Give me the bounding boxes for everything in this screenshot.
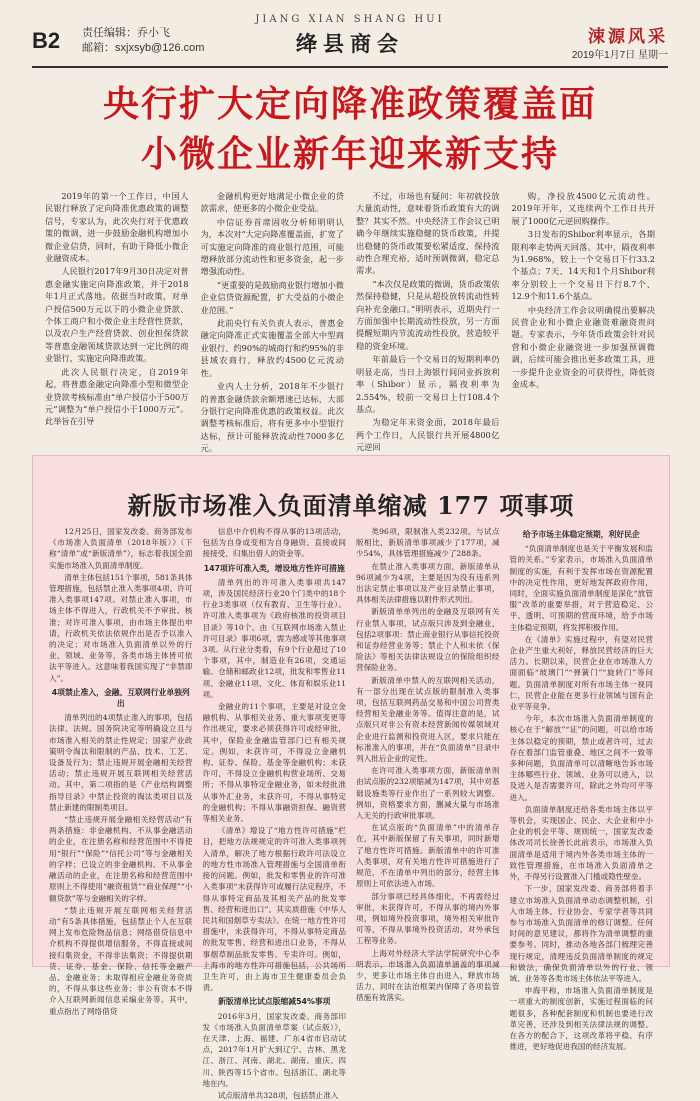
paragraph: 为稳定年末资金面，2018年最后两个工作日，人民银行共开展4800亿元逆回 [356,417,500,453]
paragraph: 试点版清单共328项，包括禁止准入 [217,1090,339,1100]
paragraph: 购，净投放4500亿元流动性。2019年开年，又连续两个工作日共开展了1000亿元逆回购操作。 [511,191,655,226]
paragraph: “更重要的是鼓励商业银行增加小微企业信贷资源配置，扩大受益的小微企业范围。” [200,279,344,315]
paragraph: “禁止违规开展金融相关经营活动”有两条措施：非金融机构、不从事金融活动的企业，在注册名称和经营范围中不得使用“银行”“保险”“信托公司”等与金融相关的字样；已设立的非金融机构、不从事金融活动的企业，在注册名称和经营范围中原则上不得使用“融资租赁”“商业保理”“小额贷款”等与金融相关的字样。 [49,815,193,903]
editor-email: 邮箱：sxjxsyb@126.com [82,42,205,54]
page-number: B2 [32,28,61,53]
paragraph: “禁止违规开展互联网相关经营活动”有5条具体措施，包括禁止个人在互联网上发布危险物品信息；网络借贷信息中介机构不得提供增信服务，不得直接或间接归集资金，不得非法集资；不得提供期货、证券、基金、保险、信托等金融产品、金融业务；未取得相应金融业务资质的，不得从事这些业务；非公有资本不得介入互联网新闻信息采编业务等。其中，重点指出了网络借贷 [49,905,193,1016]
paragraph: 今年，本次市场准入负面清单制度的核心在于“解放”“证”的问题，可以给市场主体以稳定的预期，禁止或者许可，过去存在着部门监管重叠、地区之间不一致等多种问题，负面清单可以清晰地告诉市场主体哪些行业、领域、业务可以进入，以及进入是否需要许可，除此之外均可平等进入。 [509,714,653,802]
story2-col4 [509,526,654,1052]
story1-headline [32,80,668,180]
paragraph: 人民银行2017年9月30日决定对普惠金融实施定向降准政策，并于2018年1月正式落地。依据当时政策，对单户授信500万元以下的小微企业贷款、个体工商户和小微企业主经营性贷款，以及农户生产经营贷款、创业担保贷款等普惠金融领域贷款达到一定比例的商业银行，实施定向降准政策。 [45,266,189,364]
paragraph: 《清单》增设了“地方性许可措施”栏目，把地方法规规定的许可准入类事项列入清单，解决了地方根据行政许可法设立的地方性市场准入管理措施与全国清单衔接的问题。例如，批发和零售业的许可准入类事项“未获得许可或履行法定程序，不得从事特定商品及其相关产品的批发零售、经营和进出口”。其实质措施《中华人民共和国烟草专卖法》。在统一地方性许可措施中，未获得许可，不得从事特定商品的批发零售、经营和进出口业务，不得从事烟草制品批发零售、专卖许可。例如，上海市的地方性许可措施包括，公共场所卫生许可，由上海市卫生健康委员会负责。 [202,826,346,993]
story2-col1 [49,526,193,1016]
story1-body [45,190,655,454]
editor-name: 责任编辑：乔小飞 [82,27,170,39]
paragraph: 部分事项已经具体细化，不再需经过审批，未获得许可，不得从事的境内外事项，例如境外投资事项，境外相关审批许可等，不得从事境外投资活动、对外承包工程等业务。 [356,891,500,946]
story1-col2 [200,190,345,454]
paragraph: 此次人民银行决定，自2019年起，将普惠金融定向降准小型和微型企业贷款考核标准由“单户授信小于500万元”调整为“单户授信小于1000万元”。此举旨在引导 [45,366,189,427]
paragraph: 下一步，国家发改委、商务部将着手建立市场准入负面清单动态调整机制，引入市场主体、行业协会、专家学者等共同参与市场准入负面清单的修订调整。任何时间的意见建议，都将作为清单调整的重要参考。同时，推动各地各部门梳理完善现行规定，清理违反负面清单制度的规定和做法，确保负面清单以外的行业、领域、业务等各类市场主体依法平等进入。 [509,884,653,983]
paragraph: 业内人士分析，2018年不少银行的普惠金融贷款余额增速已达标，大部分银行定向降准优惠的政策权益。此次调整考核标准后，将有更多中小型银行达标，预计可能释放流动性7000多亿元。 [200,381,344,454]
paragraph: 12月25日，国家发改委、商务部发布《市场准入负面清单（2018年版）》（下称“清单”或“新版清单”），标志着我国全面实施市场准入负面清单制度。 [49,527,193,570]
paragraph: 此前央行有关负责人表示，普惠金融定向降准正式实施覆盖全部大中型商业银行、约90%的城商行和约95%的非县域农商行，释放约4500亿元流动性。 [200,318,344,378]
story1-col3 [356,190,500,453]
paragraph: 2016年3月，国家发改委、商务部印发《市场准入负面清单草案（试点版）》，在天津、上海、福建、广东4省市启动试点，2017年1月扩大到辽宁、吉林、黑龙江、浙江、河南、湖北、湖南、重庆、四川、陕西等15个省市。包括浙江、湖北等地在内。 [202,1011,346,1088]
paragraph: 不过，市场也有疑问：年初就投放大量流动性，意味着货币政策有大的调整？其实不然。中央经济工作会议已明确今年继续实施稳健的货币政策，并提出稳健的货币政策要松紧适度，保持流动性合理充裕，适时预调微调，稳定总需求。 [356,191,500,276]
paragraph: 申海平称，市场准入负面清单制度是一项重大的制度创新，实施过程面临的问题很多，各种配套制度和机制也要进行改革完善，还涉及到相关法律法规的调整。在各方的配合下，这项改革将平稳、有序推进，更好地促进我国的经济发展。 [509,986,653,1052]
page-header [0,0,700,72]
story2-col2 [202,526,347,1100]
paragraph: 在试点版的“负面清单”中的清单存在，其中新版保留了有关事项，同时新增了地方性许可措施。新版清单中的许可准入类事项，对有关地方性许可措施进行了规范，不在清单中列出的部分，经营主体原则上可依法进入市场。 [356,823,500,889]
paragraph: “负面清单制度也是关于平衡发展和监管的关系。”专家表示，市场准入负面清单制度的实施，有利于发挥市场在资源配置中的决定性作用，更好地发挥政府作用，同时，全面实施负面清单制度是深化“放管服”改革的重要举措，对于营造稳定、公平、透明、可预期的营商环境，给予市场主体稳定预期，将发挥积极作用。 [509,544,653,632]
headline-line2: 小微企业新年迎来新支持 [140,134,559,175]
section-title: 绛县商会 [296,31,404,56]
paragraph: 在许可准入类事项方面，新版清单则由试点版的232项缩减为147项，其中对基础设施类等行业作出了一系列较大调整。例如，资格要求方面，删减大量与市场准入无关的行政审批事项。 [356,766,500,821]
subheading: 147项许可准入类，增设地方性许可措施 [203,563,345,573]
paragraph: 金融机构更好地满足小微企业的贷款需求，使更多的小微企业受益。 [200,191,344,214]
paragraph: 中央经济工作会议明确提出要解决民营企业和小微企业融资难融资贵问题。专家表示，今年货币政策会针对民营和小微企业融资进一步加强预调微调，后续可能会推出更多政策工具，进一步提升企业资金的可获得性，降低资金成本。 [511,304,655,390]
subheading: 新版清单比试点版缩减54%事项 [218,997,331,1007]
paragraph: 在禁止准入类事项方面，新版清单从96项减少为4项，主要是因为没有违系列出法定禁止事项以及产业目录禁止事项，具体相关法律措施以附件形式列出。 [356,561,500,605]
paragraph: 类96项，限制准入类232项。与试点版相比，新版清单事项减少了177项，减少54%，具体管理措施减少了288条。 [356,527,500,559]
paragraph: “本次仅是政策的微调，货币政策依然保持稳健，只是从超投放转流动性转向补充金融口。”明明表示，近期央行一方面加强中长期流动性投放，另一方面提醒短期内节流流动性投放，营造较平稳的资金环境。 [356,278,500,351]
paragraph: 清单列出的许可准入类事项共147项，涉及国民经济行业20个门类中的18个行业3类事项（仅有教育、卫生等行业）。许可准入类事项为《政府核准的投资项目目录》等10个。由《互联网市场准入禁止许可目录》事项6项，需为感或等其他事项3项。从行业分类看，有9个行业超过了10个事项，其中，制造业有26项，交通运输、仓储和邮政业12项，批发和零售业11项、金融业11项、文化、体育和娱乐业11项。 [202,577,346,699]
story1-col1 [45,190,189,445]
paragraph: 中信证券首席固收分析师明明认为，本次对“大定向降准覆盖面，扩宽了可实施定向降准的商业银行范围，可能增释放部分流动性和更多资金，起一步增强流动性。 [200,216,344,277]
paragraph: 2019年的第一个工作日，中国人民银行释放了定向降准优惠政策的调整信号，专家认为，此次央行对于优惠政策的微调，进一步鼓励金融机构增加小微企业信贷，同时，有助于降低小微企业融资成本。 [45,191,189,264]
story2-body [49,526,653,1100]
section-pinyin: JIANG XIAN SHANG HUI [255,14,445,25]
paragraph: 新版清单中禁入的互联网相关活动，有一部分出现在试点版的限制准入类事项，包括互联网药品交易和中国公司营类经营相关金融业务等。值得注意的是，试点版只对非公有资本经营新闻传媒领域对企业进行监测和投资进入区，要求只能在标准准入的事项，并在“负面清单”目录中列入批后企业的定性。 [356,675,500,764]
paragraph: 在《清单》实施过程中，有望对民营企业产生重大利好，释放民营经济的巨大活力。长期以来，民营企业在市场准入方面面临“玻璃门”“弹簧门”“旋转门”等问题。负面清单制度对所有市场主体一视同仁，民营企业能在更多行业领域与国有企业平等竞争。 [509,634,653,712]
paragraph: 金融业的11个事项，主要是对设立金融机构、从事相关业务、重大事项变更等作出规定，要求必须获得许可或经审批，其中，保险业金融监管部门已有相关规定。例如，未获许可，不得设立金融机构、证券、保险、基金等金融机构；未获许可，不得设立金融机构营业场所、交易所；不得从事特定金融业务，如未经批准从事外汇业务，未获许可，不得从事特定的金融机构；不得从事融资担保、融资营等相关业务。 [202,702,346,824]
issue-date: 2019年1月7日 星期一 [571,50,668,61]
paragraph: 3日发布的Shibor利率显示，各期限利率走势两天回落。其中，隔夜利率为1.968%，较上一个交易日下行33.2个基点；7天、14天和1个月Shibor利率分别较上一个交易日下行8.7个、12.9个和11.6个基点。 [511,229,655,302]
paragraph: 新版清单单列出的金融及互联网有关行业禁入事项，试点版只涉及到金融业，包括2项事项：禁止商业银行从事信托投资和证券经营业务等；禁止个人和未依《保险法》等相关法律法规设立的保险组织经营保险业务。 [356,607,500,673]
paragraph: 负面清单制度还给各类市场主体以平等机会，实现国企、民企、大企业和中小企业的机会平等、规则统一，国家发改委体改司司长徐善长此前表示，市场准入负面清单是适用于境内外各类市场主体的一致性管理措施，在市场准入负面清单之外，不得另行设置准入门槛或隐性壁垒。 [509,804,653,882]
header-rule [32,66,668,68]
paragraph: 清单列出的4项禁止准入的事项，包括法律、法规、国务院决定等明确设立且与市场准入相关的禁止性规定；国家产业政策明令淘汰和限制的产品、技术、工艺、设备及行为；禁止违规开展金融相关经营活动；禁止违规开展互联网相关经营活动。其中，第二项指的是《产业结构调整指导目录》中禁止投资的淘汰类项目以及禁止新建的限制类项目。 [49,713,193,812]
story1-col4 [512,190,656,445]
story2-box [32,455,670,1100]
story2-headline: 新版市场准入负面清单缩减 177 项事项 [127,491,575,520]
headline-line1: 央行扩大定向降准政策覆盖面 [102,84,597,125]
subheading: 给予市场主体稳定预期，利好民企 [522,530,640,539]
paragraph: 信息中介机构不得从事的13项活动，包括为自身或变相为自身融资、直接或间接接受、归集出借人的资金等。 [202,527,346,559]
paragraph: 年前最后一个交易日的短期利率仍明显走高，当日上海银行间同业拆放利率（Shibor）显示，隔夜利率为2.554%，较前一交易日上行108.4个基点。 [356,354,500,414]
story2-col3 [356,526,500,1003]
subheading: 4项禁止准入，金融、互联网行业单独列出 [51,687,190,709]
brand-logo: 涑源风采 [588,27,668,47]
paragraph: 上海对外经济大学法学院研究中心李明表示，市场准入负面清单涵盖的事项减少，更多让市场主体自由进入，释放市场活力，同时在法治框架内保障了各项监管措施有效落实。 [356,948,500,1003]
paragraph: 清单主体包括151个事项，581条具体管理措施，包括禁止准入类事项4项、许可准入类事项147项。对禁止准入事项，市场主体不得进入，行政机关不予审批、核准；对许可准入事项，由市场主体提出申请，行政机关依法依规作出是否予以准入的决定；对市场准入负面清单以外的行业、领域、业务等，各类市场主体皆可依法平等进入。这意味着我国实现了“非禁即入”。 [49,572,193,683]
